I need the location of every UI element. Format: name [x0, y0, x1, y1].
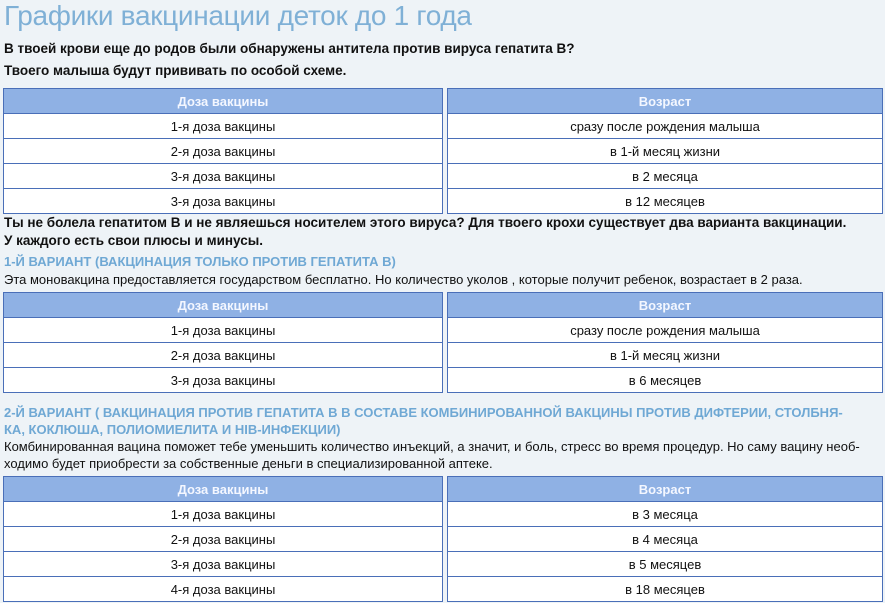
- table-header-row: [3, 88, 883, 114]
- column-header-age: Возраст: [447, 476, 883, 502]
- table-row: [3, 502, 883, 527]
- variant-2-heading-line-1: 2-Й ВАРИАНТ ( ВАКЦИНАЦИЯ ПРОТИВ ГЕПАТИТА В В СОСТАВЕ КОМБИНИРОВАННОЙ ВАКЦИНЫ ПРОТИВ ДИФТЕРИИ, СТОЛБНЯ-: [4, 405, 843, 420]
- age-cell: в 18 месяцев: [447, 577, 883, 602]
- schedule-table-2: [3, 292, 883, 393]
- age-cell: в 2 месяца: [447, 164, 883, 189]
- dose-cell: 1-я доза вакцины: [3, 114, 443, 139]
- column-header-dose: Доза вакцины: [3, 476, 443, 502]
- table-row: [3, 164, 883, 189]
- schedule-table-1: [3, 88, 883, 214]
- page-title: Графики вакцинации деток до 1 года: [4, 0, 472, 31]
- age-cell: в 5 месяцев: [447, 552, 883, 577]
- table-row: [3, 552, 883, 577]
- dose-cell: 1-я доза вакцины: [3, 502, 443, 527]
- column-header-dose: Доза вакцины: [3, 88, 443, 114]
- column-header-dose: Доза вакцины: [3, 292, 443, 318]
- age-cell: в 1-й месяц жизни: [447, 139, 883, 164]
- dose-cell: 1-я доза вакцины: [3, 318, 443, 343]
- variant-1-text: Эта моновакцина предоставляется государством бесплатно. Но количество уколов , которые получит ребенок, возрастает в 2 раза.: [4, 272, 803, 287]
- intro-line-1: В твоей крови еще до родов были обнаружены антитела против вируса гепатита В?: [4, 41, 575, 56]
- variant-2-text-line-1: Комбинированная вацина поможет тебе уменьшить количество инъекций, а значит, и боль, стресс во время процедур. Но саму вацину необ-: [4, 439, 860, 454]
- table-row: [3, 527, 883, 552]
- dose-cell: 3-я доза вакцины: [3, 368, 443, 393]
- age-cell: в 4 месяца: [447, 527, 883, 552]
- table-row: [3, 189, 883, 214]
- table-row: [3, 343, 883, 368]
- age-cell: в 12 месяцев: [447, 189, 883, 214]
- dose-cell: 2-я доза вакцины: [3, 139, 443, 164]
- table-header-row: [3, 476, 883, 502]
- table-row: [3, 139, 883, 164]
- variant-2-heading-line-2: КА, КОКЛЮША, ПОЛИОМИЕЛИТА И HIB-ИНФЕКЦИИ): [4, 422, 341, 437]
- dose-cell: 3-я доза вакцины: [3, 189, 443, 214]
- dose-cell: 3-я доза вакцины: [3, 552, 443, 577]
- dose-cell: 3-я доза вакцины: [3, 164, 443, 189]
- column-header-age: Возраст: [447, 292, 883, 318]
- section-2-line-1: Ты не болела гепатитом В и не являешься носителем этого вируса? Для твоего крохи существует два варианта вакцинации.: [4, 215, 847, 230]
- dose-cell: 2-я доза вакцины: [3, 343, 443, 368]
- schedule-table-3: [3, 476, 883, 602]
- column-header-age: Возраст: [447, 88, 883, 114]
- table-row: [3, 318, 883, 343]
- table-row: [3, 368, 883, 393]
- table-row: [3, 114, 883, 139]
- table-row: [3, 577, 883, 602]
- table-header-row: [3, 292, 883, 318]
- intro-line-2: Твоего малыша будут прививать по особой схеме.: [4, 63, 347, 78]
- variant-2-text-line-2: ходимо будет приобрести за собственные деньги в специализированной аптеке.: [4, 456, 493, 471]
- variant-1-heading: 1-Й ВАРИАНТ (ВАКЦИНАЦИЯ ТОЛЬКО ПРОТИВ ГЕПАТИТА В): [4, 254, 396, 269]
- age-cell: в 3 месяца: [447, 502, 883, 527]
- dose-cell: 2-я доза вакцины: [3, 527, 443, 552]
- age-cell: сразу после рождения малыша: [447, 318, 883, 343]
- dose-cell: 4-я доза вакцины: [3, 577, 443, 602]
- age-cell: в 6 месяцев: [447, 368, 883, 393]
- age-cell: сразу после рождения малыша: [447, 114, 883, 139]
- age-cell: в 1-й месяц жизни: [447, 343, 883, 368]
- section-2-line-2: У каждого есть свои плюсы и минусы.: [4, 233, 263, 248]
